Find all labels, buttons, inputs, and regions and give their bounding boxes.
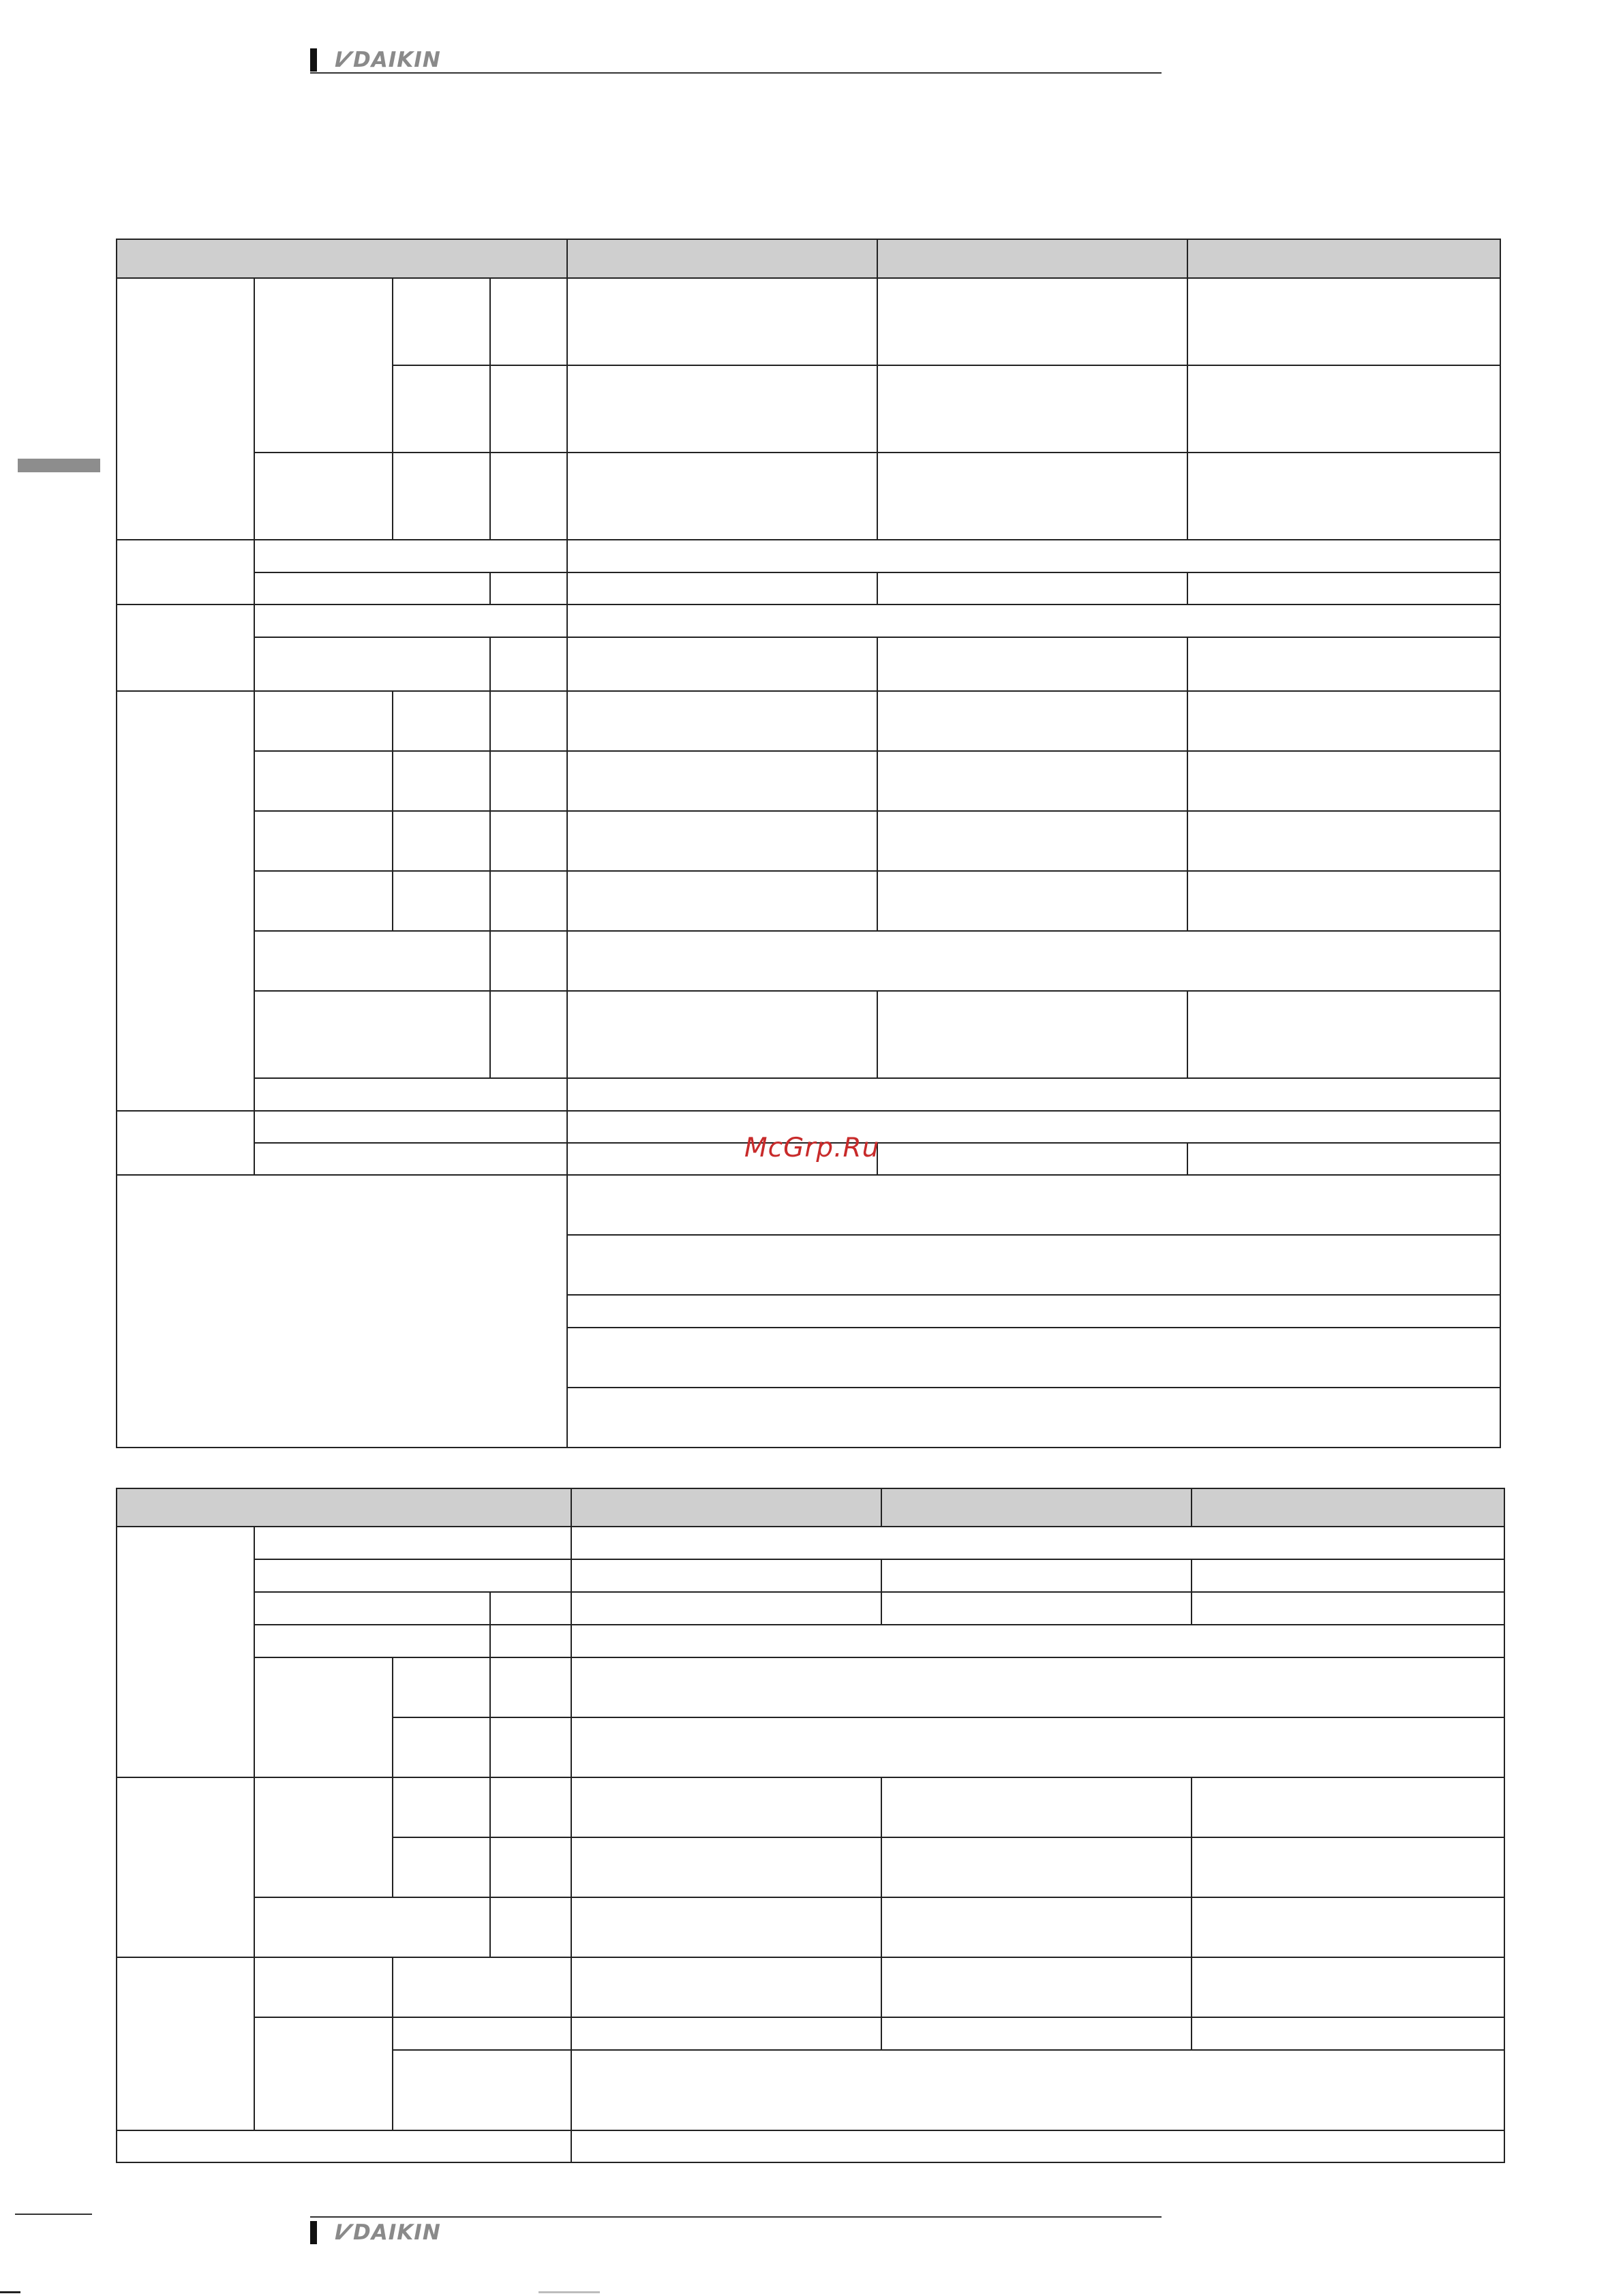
table-cell	[881, 1777, 1192, 1837]
table-cell	[567, 1175, 1500, 1235]
table-cell	[881, 1559, 1192, 1592]
table-cell	[877, 572, 1187, 604]
table-header-row	[117, 239, 1500, 278]
table-cell	[117, 1527, 254, 1777]
table-cell	[1192, 2017, 1504, 2050]
table-row	[117, 1527, 1504, 1559]
table-cell	[1187, 991, 1500, 1078]
table-cell	[117, 1777, 254, 1957]
table-row	[117, 572, 1500, 604]
logo-bar	[310, 2221, 317, 2244]
table-cell	[877, 637, 1187, 691]
table-row	[117, 1897, 1504, 1957]
table-cell	[254, 2017, 393, 2130]
table-cell	[117, 691, 254, 1111]
table-cell	[254, 811, 393, 871]
header-cell	[567, 239, 877, 278]
table-row	[117, 1657, 1504, 1717]
table-cell	[567, 278, 877, 365]
scan-artifact	[0, 2291, 20, 2293]
table-cell	[490, 1625, 571, 1657]
header-cell	[1192, 1488, 1504, 1527]
table-cell	[881, 1897, 1192, 1957]
table-cell	[254, 871, 393, 931]
table-cell	[1192, 1559, 1504, 1592]
table-cell	[490, 1837, 571, 1897]
spec-table-2	[116, 1488, 1505, 2163]
table-cell	[1187, 751, 1500, 811]
table-cell	[490, 811, 567, 871]
table-cell	[490, 991, 567, 1078]
table-cell	[567, 811, 877, 871]
table-cell	[490, 1657, 571, 1717]
table-cell	[254, 1111, 567, 1143]
table-cell	[254, 991, 490, 1078]
table-row	[117, 1592, 1504, 1625]
table-cell	[877, 811, 1187, 871]
table-cell	[571, 2050, 1504, 2130]
watermark: McGrp.Ru	[744, 1133, 880, 1163]
table-cell	[117, 604, 254, 691]
table-cell	[877, 453, 1187, 540]
footer-logo	[310, 2220, 441, 2245]
header-logo	[310, 48, 441, 72]
table-cell	[254, 540, 567, 572]
table-cell	[567, 540, 1500, 572]
table-cell	[571, 1717, 1504, 1777]
table-cell	[1192, 1957, 1504, 2017]
table-cell	[877, 691, 1187, 751]
table-row	[117, 540, 1500, 572]
table-cell	[1192, 1897, 1504, 1957]
table-row	[117, 1559, 1504, 1592]
table-row	[117, 691, 1500, 751]
table-cell	[567, 691, 877, 751]
table-cell	[1187, 871, 1500, 931]
table-cell	[1192, 1837, 1504, 1897]
table-cell	[117, 1111, 254, 1175]
table-cell	[877, 991, 1187, 1078]
daikin-logo: VDAIKIN	[329, 2220, 441, 2245]
table-cell	[567, 871, 877, 931]
table-cell	[490, 1777, 571, 1837]
table-row	[117, 751, 1500, 811]
table-row	[117, 1777, 1504, 1837]
table-cell	[254, 1957, 393, 2017]
table-cell	[490, 278, 567, 365]
table-cell	[571, 1657, 1504, 1717]
table-row	[117, 1078, 1500, 1111]
table-cell	[1187, 637, 1500, 691]
table-cell	[881, 1837, 1192, 1897]
table-cell	[1187, 1143, 1500, 1175]
table-cell	[571, 1897, 881, 1957]
table-cell	[254, 572, 490, 604]
table-cell	[1187, 365, 1500, 453]
table-row	[117, 991, 1500, 1078]
table-cell	[567, 1388, 1500, 1448]
table-row	[117, 637, 1500, 691]
logo-bar	[310, 48, 317, 72]
table-cell	[393, 871, 490, 931]
table-cell	[1187, 572, 1500, 604]
table-cell	[254, 1897, 490, 1957]
table-cell	[877, 871, 1187, 931]
table-cell	[490, 572, 567, 604]
table-row	[117, 1625, 1504, 1657]
table-cell	[571, 1592, 881, 1625]
table-row	[117, 453, 1500, 540]
table-cell	[881, 1957, 1192, 2017]
table-cell	[254, 604, 567, 637]
table-cell	[490, 637, 567, 691]
table-cell	[393, 751, 490, 811]
table-cell	[877, 751, 1187, 811]
table-cell	[490, 1897, 571, 1957]
table-row	[117, 2017, 1504, 2050]
table-cell	[117, 540, 254, 604]
header-cell	[571, 1488, 881, 1527]
table-cell	[254, 453, 393, 540]
table-header-row	[117, 1488, 1504, 1527]
table-cell	[490, 931, 567, 991]
table-cell	[254, 1625, 490, 1657]
table-cell	[567, 991, 877, 1078]
table-cell	[1187, 453, 1500, 540]
table-cell	[1187, 691, 1500, 751]
table-cell	[254, 1592, 490, 1625]
table-cell	[877, 1143, 1187, 1175]
table-cell	[881, 1592, 1192, 1625]
table-cell	[567, 365, 877, 453]
table-cell	[393, 278, 490, 365]
header-rule	[310, 72, 1162, 74]
table-cell	[254, 691, 393, 751]
table-cell	[567, 1111, 1500, 1143]
table-cell	[571, 1559, 881, 1592]
section-tab	[18, 459, 100, 472]
table-cell	[393, 1657, 490, 1717]
table-cell	[567, 1328, 1500, 1388]
table-cell	[571, 1777, 881, 1837]
header-cell	[117, 1488, 571, 1527]
table-cell	[881, 2017, 1192, 2050]
table-cell	[490, 751, 567, 811]
scan-artifact	[539, 2291, 600, 2293]
table-cell	[567, 453, 877, 540]
table-row	[117, 871, 1500, 931]
table-cell	[567, 751, 877, 811]
table-cell	[490, 365, 567, 453]
table-cell	[571, 1957, 881, 2017]
table-cell	[254, 1143, 567, 1175]
table-cell	[877, 365, 1187, 453]
table-cell	[254, 278, 393, 453]
daikin-logo: VDAIKIN	[329, 48, 441, 72]
header-cell	[881, 1488, 1192, 1527]
spec-table-1	[116, 239, 1501, 1448]
table-cell	[254, 1657, 393, 1777]
table-cell	[567, 931, 1500, 991]
table-cell	[877, 278, 1187, 365]
table-cell	[571, 2017, 881, 2050]
table-cell	[117, 1957, 254, 2130]
table-cell	[117, 1175, 567, 1448]
table-cell	[571, 1527, 1504, 1559]
table-cell	[393, 1717, 490, 1777]
table-row	[117, 278, 1500, 365]
table-cell	[490, 453, 567, 540]
table-cell	[490, 1592, 571, 1625]
table-row	[117, 1175, 1500, 1235]
table-row	[117, 2130, 1504, 2162]
table-row	[117, 1957, 1504, 2017]
table-cell	[393, 1777, 490, 1837]
footer-left-rule	[15, 2214, 92, 2215]
table-cell	[254, 931, 490, 991]
table-cell	[254, 1527, 571, 1559]
table-cell	[117, 278, 254, 540]
table-cell	[571, 1837, 881, 1897]
header-cell	[117, 239, 567, 278]
table-cell	[571, 2130, 1504, 2162]
table-cell	[490, 871, 567, 931]
table-cell	[567, 637, 877, 691]
table-cell	[393, 365, 490, 453]
table-cell	[490, 1717, 571, 1777]
table-cell	[393, 691, 490, 751]
table-cell	[393, 811, 490, 871]
table-cell	[254, 1078, 567, 1111]
table-row	[117, 811, 1500, 871]
table-cell	[254, 1559, 571, 1592]
table-cell	[1192, 1777, 1504, 1837]
header-cell	[877, 239, 1187, 278]
table-cell	[117, 2130, 571, 2162]
table-cell	[567, 1295, 1500, 1328]
table-cell	[254, 637, 490, 691]
table-cell	[393, 2017, 571, 2050]
table-cell	[1187, 278, 1500, 365]
table-cell	[254, 1777, 393, 1897]
table-cell	[567, 572, 877, 604]
table-cell	[490, 691, 567, 751]
table-cell	[254, 751, 393, 811]
table-cell	[393, 1837, 490, 1897]
table-cell	[567, 1235, 1500, 1295]
header-cell	[1187, 239, 1500, 278]
table-cell	[1192, 1592, 1504, 1625]
table-cell	[567, 1078, 1500, 1111]
table-cell	[1187, 811, 1500, 871]
footer-rule	[310, 2216, 1162, 2218]
table-row	[117, 931, 1500, 991]
table-cell	[393, 2050, 571, 2130]
table-cell	[393, 453, 490, 540]
table-cell	[567, 604, 1500, 637]
table-row	[117, 604, 1500, 637]
table-cell	[571, 1625, 1504, 1657]
table-cell	[393, 1957, 571, 2017]
